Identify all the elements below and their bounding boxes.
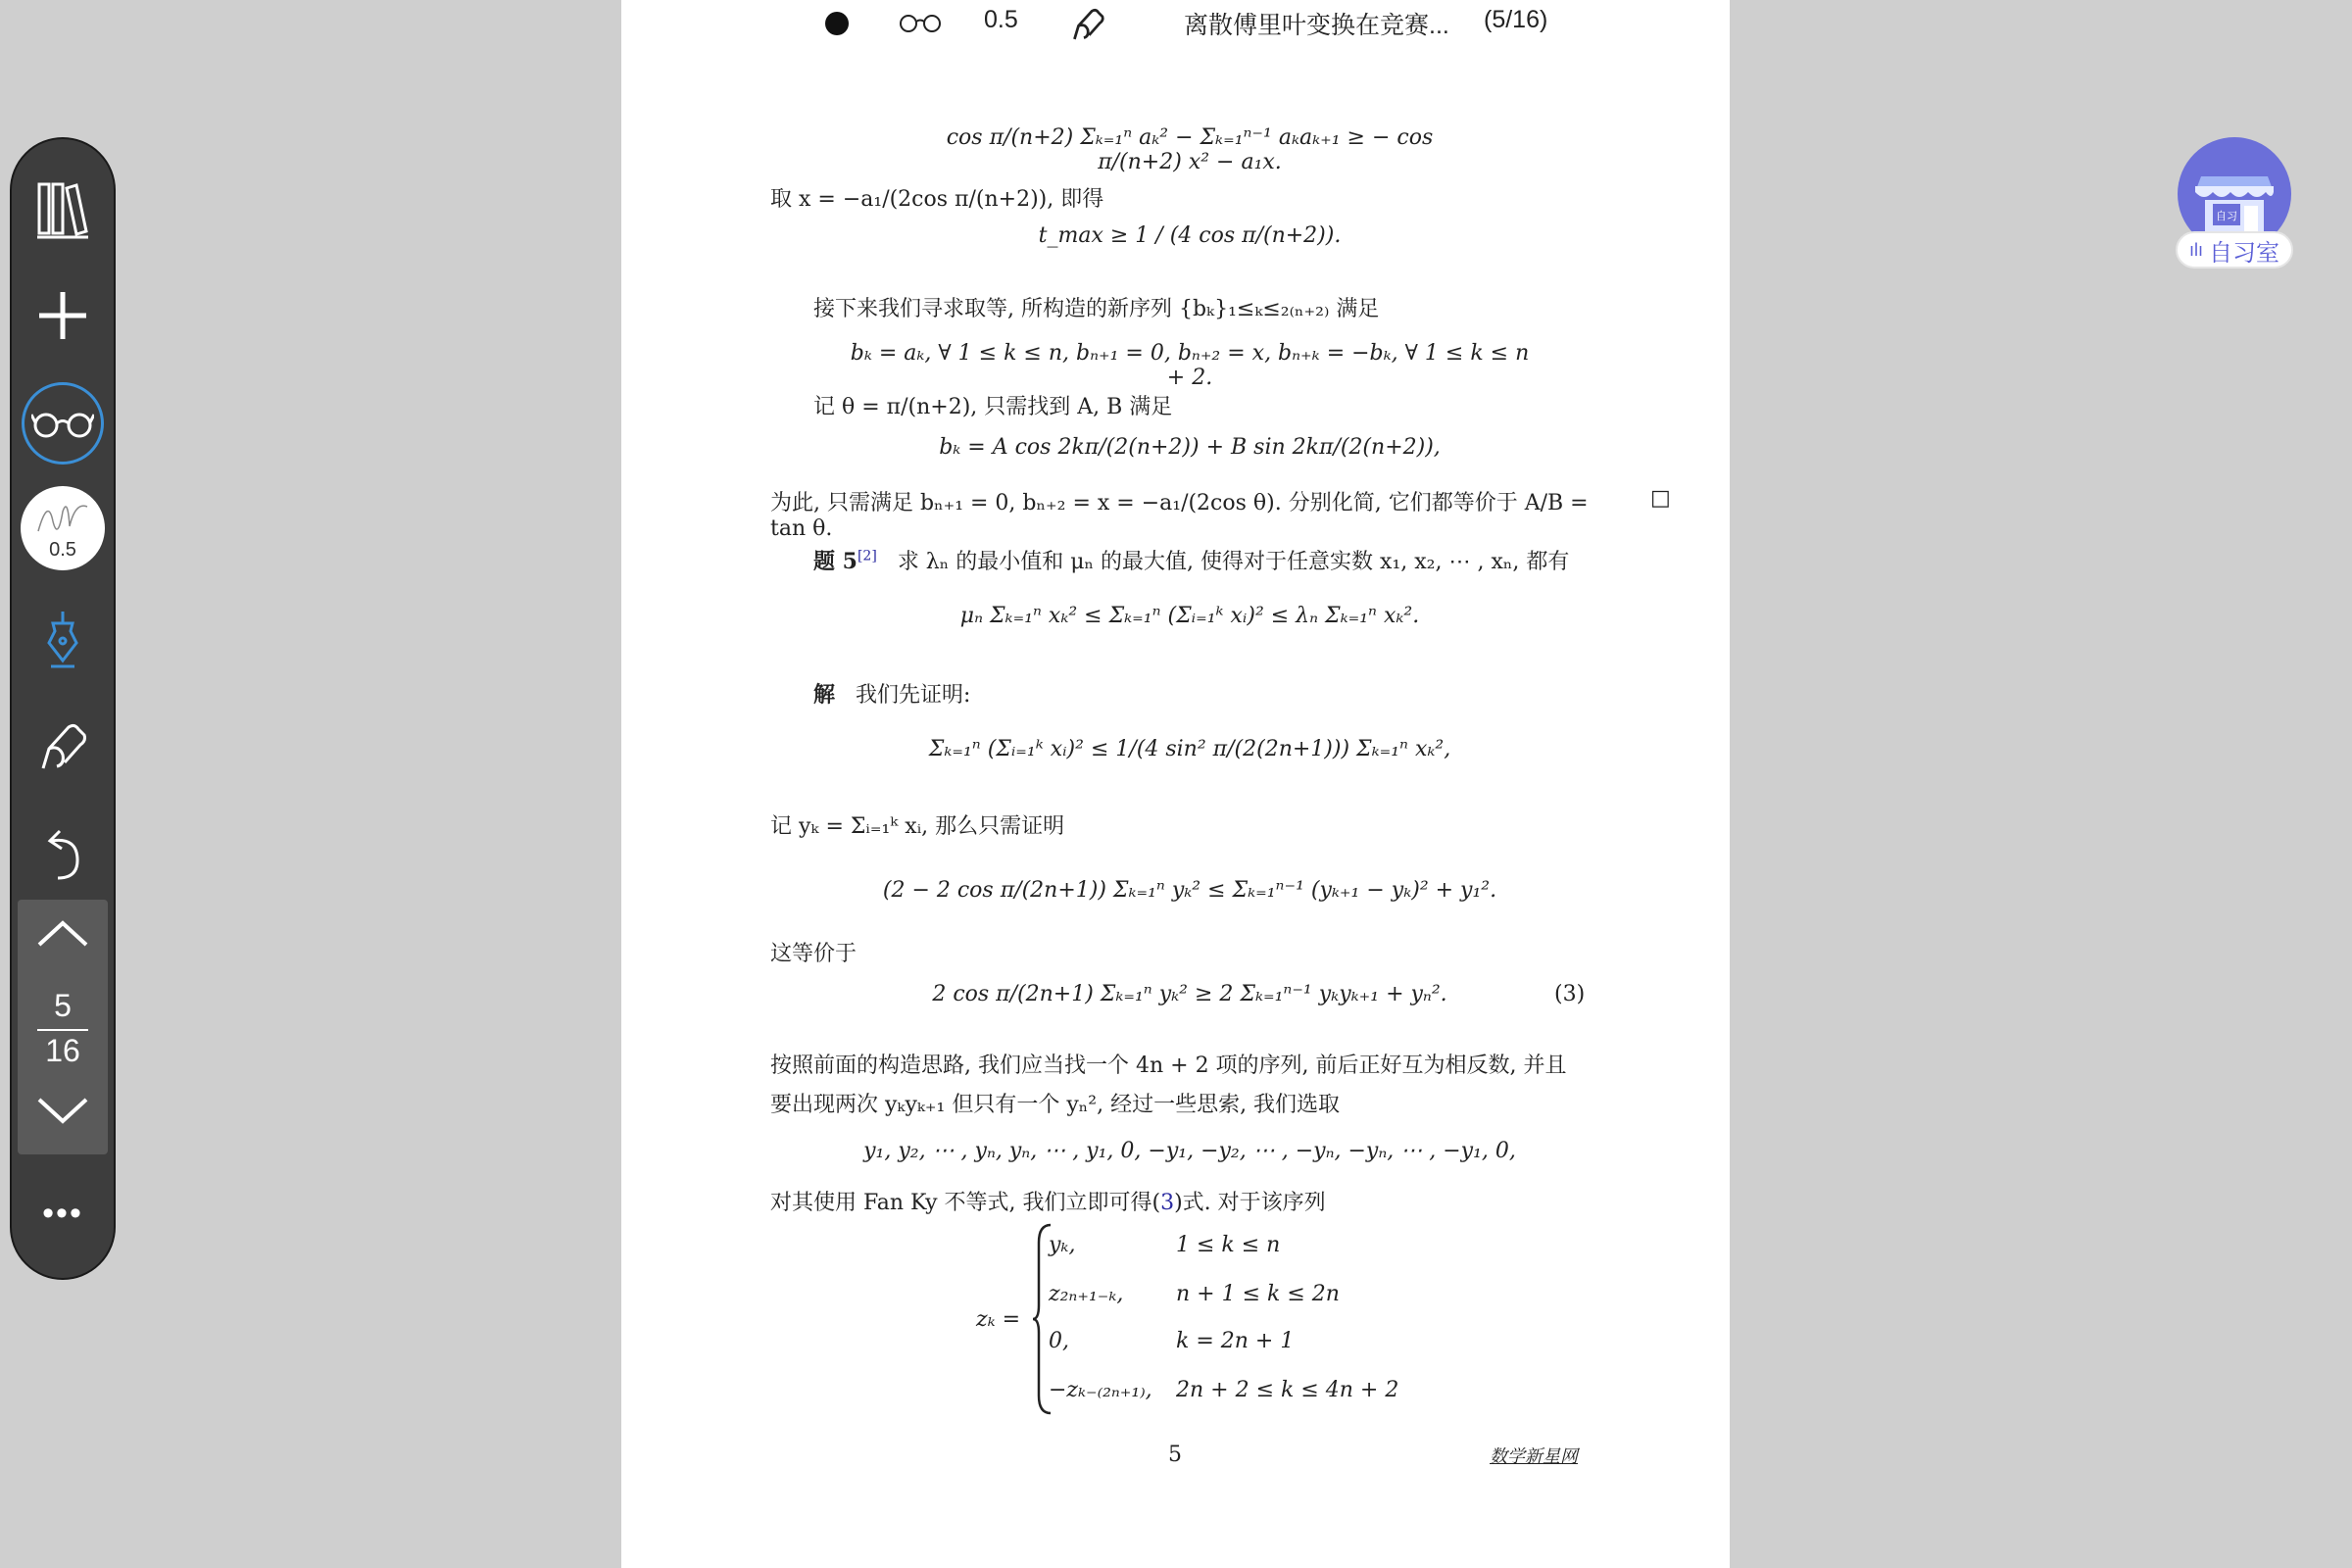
- problem-ref[interactable]: [2]: [857, 548, 877, 564]
- case-expression: −zₖ₋₍₂ₙ₊₁₎,: [1049, 1378, 1152, 1402]
- equation-number: (3): [1554, 982, 1586, 1006]
- problem-text: 求 λₙ 的最小值和 μₙ 的最大值, 使得对于任意实数 x₁, x₂, ⋯ , xₙ, 都有: [897, 550, 1570, 574]
- hand-draw-icon[interactable]: [1068, 6, 1107, 48]
- text-line-2: 接下来我们寻求取等, 所构造的新序列 {bₖ}₁≤ₖ≤₂₍ₙ₊₂₎ 满足: [813, 297, 1380, 321]
- equation-5: μₙ Σₖ₌₁ⁿ xₖ² ≤ Σₖ₌₁ⁿ (Σᵢ₌₁ᵏ xᵢ)² ≤ λₙ Σₖ₌₁ⁿ xₖ².: [959, 604, 1420, 628]
- equation-3: bₖ = aₖ, ∀ 1 ≤ k ≤ n, bₙ₊₁ = 0, bₙ₊₂ = x, bₙ₊ₖ = −bₖ, ∀ 1 ≤ k ≤ n + 2.: [850, 341, 1530, 390]
- page-divider: [37, 1029, 88, 1031]
- qed-symbol: □: [1650, 486, 1671, 511]
- case-expression: z₂ₙ₊₁₋ₖ,: [1049, 1282, 1124, 1306]
- store-roof-text: 自习: [2216, 211, 2237, 222]
- case-expression: 0,: [1049, 1329, 1069, 1353]
- glasses-icon[interactable]: [898, 12, 943, 38]
- current-page: 5: [54, 988, 72, 1023]
- page-indicator: (5/16): [1484, 6, 1548, 33]
- equation-6: Σₖ₌₁ⁿ (Σᵢ₌₁ᵏ xᵢ)² ≤ 1/(4 sin² π/(2(2n+1))) Σₖ₌₁ⁿ xₖ²,: [928, 737, 1451, 761]
- solution-intro: [813, 678, 970, 709]
- pdf-page: [621, 0, 1730, 1568]
- case-expression: yₖ,: [1049, 1233, 1076, 1257]
- case-condition: 1 ≤ k ≤ n: [1176, 1233, 1281, 1257]
- text-line-8: 要出现两次 yₖyₖ₊₁ 但只有一个 yₙ², 经过一些思索, 我们选取: [770, 1093, 1341, 1117]
- equation-8: 2 cos π/(2n+1) Σₖ₌₁ⁿ yₖ² ≥ 2 Σₖ₌₁ⁿ⁻¹ yₖyₖ₊₁ + yₙ².: [932, 982, 1447, 1006]
- footer-site[interactable]: 数学新星网: [1490, 1446, 1578, 1467]
- text-line-5: 记 yₖ = Σᵢ₌₁ᵏ xᵢ, 那么只需证明: [770, 814, 1065, 839]
- equation-4: bₖ = A cos 2kπ/(2(n+2)) + B sin 2kπ/(2(n+2)),: [939, 435, 1441, 460]
- add-icon[interactable]: [12, 280, 114, 351]
- equation-1: cos π/(n+2) Σₖ₌₁ⁿ aₖ² − Σₖ₌₁ⁿ⁻¹ aₖaₖ₊₁ ≥ − cos π/(n+2) x² − a₁x.: [946, 125, 1434, 174]
- solution-text: 我们先证明:: [856, 683, 971, 708]
- signature-icon: [28, 492, 97, 541]
- undo-icon[interactable]: [12, 815, 114, 894]
- reader-top-bar: [621, 0, 1730, 47]
- reading-mode-button[interactable]: [12, 374, 114, 472]
- pen-size-button[interactable]: [12, 484, 114, 572]
- equation-2: t_max ≥ 1 / (4 cos π/(n+2)).: [1038, 223, 1342, 248]
- text-line-1: 取 x = −a₁/(2cos π/(n+2)), 即得: [770, 187, 1104, 212]
- study-room-label: ılı 自习室: [2176, 231, 2293, 269]
- case-condition: k = 2n + 1: [1176, 1329, 1295, 1353]
- bar-chart-icon: ılı: [2188, 239, 2203, 260]
- text-line-3: 记 θ = π/(n+2), 只需找到 A, B 满足: [813, 395, 1173, 419]
- zoom-level[interactable]: 0.5: [984, 6, 1018, 33]
- case-condition: 2n + 2 ≤ k ≤ 4n + 2: [1176, 1378, 1399, 1402]
- page-navigator: [18, 900, 108, 1154]
- hand-draw-icon[interactable]: [12, 708, 114, 786]
- document-title: 离散傅里叶变换在竞赛...: [1184, 12, 1449, 39]
- pen-icon[interactable]: [12, 600, 114, 678]
- solution-label: 解: [813, 682, 836, 708]
- more-button[interactable]: •••: [42, 1194, 83, 1232]
- left-toolbar: [10, 137, 116, 1280]
- glasses-icon: [22, 382, 104, 465]
- zk-label: zₖ =: [976, 1307, 1021, 1332]
- chevron-down-icon[interactable]: [18, 1096, 108, 1135]
- problem-label: 题 5: [813, 549, 858, 574]
- text-line-6: 这等价于: [770, 942, 858, 966]
- total-pages: 16: [45, 1033, 80, 1068]
- study-room-badge[interactable]: [2176, 137, 2293, 274]
- pen-size-label: 0.5: [49, 539, 76, 561]
- text-line-9: 对其使用 Fan Ky 不等式, 我们立即可得(3)式. 对于该序列: [770, 1191, 1326, 1215]
- library-icon[interactable]: [12, 174, 114, 245]
- dot-icon[interactable]: [825, 12, 849, 35]
- text-line-7: 按照前面的构造思路, 我们应当找一个 4n + 2 项的序列, 前后正好互为相反数, 并且: [770, 1054, 1567, 1078]
- chevron-up-icon[interactable]: [18, 919, 108, 958]
- text-line-4: 为此, 只需满足 bₙ₊₁ = 0, bₙ₊₂ = x = −a₁/(2cos θ). 分别化简, 它们都等价于 A/B = tan θ.: [770, 491, 1589, 541]
- equation-ref-link[interactable]: 3: [1160, 1191, 1175, 1215]
- problem-5: [813, 545, 1569, 575]
- page-number: 5: [1168, 1443, 1182, 1467]
- equation-7: (2 − 2 cos π/(2n+1)) Σₖ₌₁ⁿ yₖ² ≤ Σₖ₌₁ⁿ⁻¹ (yₖ₊₁ − yₖ)² + y₁².: [882, 878, 1497, 903]
- equation-9: y₁, y₂, ⋯ , yₙ, yₙ, ⋯ , y₁, 0, −y₁, −y₂, ⋯ , −yₙ, −yₙ, ⋯ , −y₁, 0,: [863, 1139, 1516, 1163]
- case-condition: n + 1 ≤ k ≤ 2n: [1176, 1282, 1340, 1306]
